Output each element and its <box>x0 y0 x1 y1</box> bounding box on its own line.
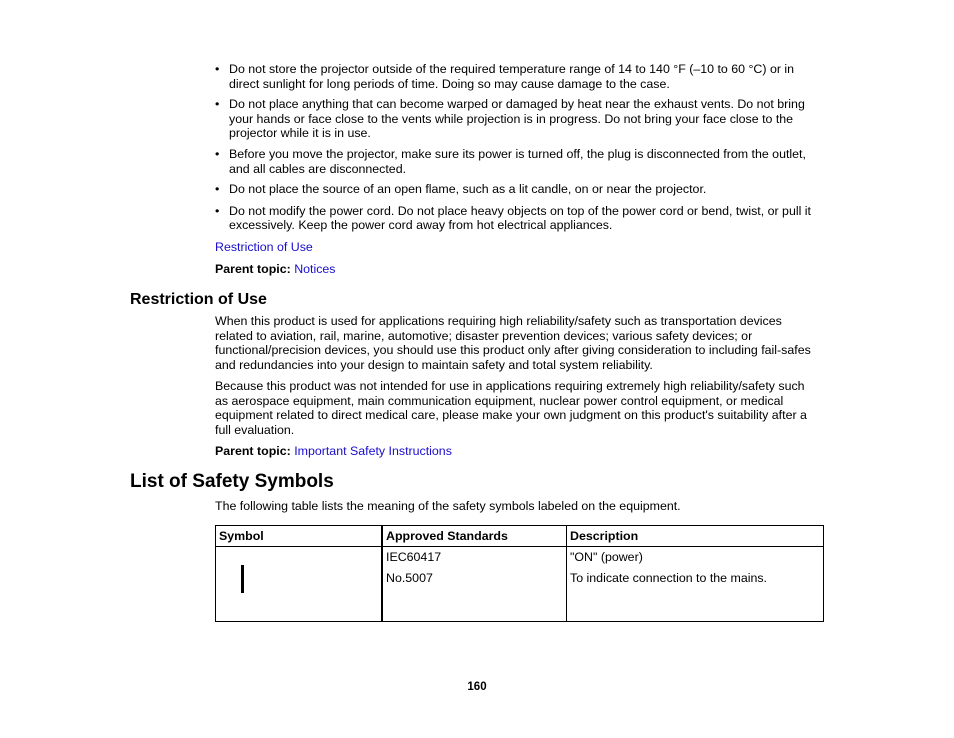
list-item: • Do not modify the power cord. Do not place heavy objects on top of the power cord or bend, twist, or pull it excessively. Keep the power cord away from hot electrical appliances. <box>215 203 811 233</box>
list-item: • Before you move the projector, make sure its power is turned off, the plug is disconnected from the outlet, and all cables are disconnected. <box>215 146 806 176</box>
page-number: 160 <box>467 681 487 693</box>
restriction-paragraph-1: When this product is used for applications requiring high reliability/safety such as transportation devices related to aviation, rail, marine, automotive; disaster prevention devices; various safety devices; or functional/precision devices, you should use this product only after giving consideration to including fail-safes and redundancies into your design to maintain safety and total system reliability. <box>215 314 811 372</box>
parent-topic-safety <box>215 444 452 459</box>
column-header-approved-standards: Approved Standards <box>382 526 567 547</box>
column-header-description: Description <box>567 526 824 547</box>
description-text: To indicate connection to the mains. <box>570 570 767 585</box>
standard-number: No.5007 <box>386 570 433 585</box>
standards-cell <box>382 547 567 622</box>
column-header-symbol: Symbol <box>216 526 383 547</box>
important-safety-instructions-link[interactable]: Important Safety Instructions <box>294 444 452 458</box>
standard-code: IEC60417 <box>386 550 442 564</box>
description-cell <box>567 547 824 622</box>
safety-bullet-list <box>215 62 825 233</box>
list-item: • Do not place anything that can become warped or damaged by heat near the exhaust vents. Do not bring your hands or face close to the vents while projection is in progress. Do not bring your face close to the projector while it is in use. <box>215 97 805 141</box>
safety-symbols-intro: The following table lists the meaning of the safety symbols labeled on the equipment. <box>215 499 681 513</box>
restriction-paragraph-2: Because this product was not intended for use in applications requiring extremely high reliability/safety such as aerospace equipment, main communication equipment, nuclear power control equipment, or medical equipment related to direct medical care, please make your own judgment on this product's suitability after a full evaluation. <box>215 379 807 437</box>
parent-topic-label: Parent topic: <box>215 262 291 276</box>
list-item: • Do not place the source of an open flame, such as a lit candle, on or near the projector. <box>215 182 707 197</box>
restriction-of-use-heading: Restriction of Use <box>130 291 267 308</box>
notices-link[interactable]: Notices <box>294 262 336 276</box>
table-header-row <box>216 526 824 547</box>
symbol-cell <box>216 547 383 622</box>
safety-symbols-heading: List of Safety Symbols <box>130 471 334 492</box>
description-title: "ON" (power) <box>570 550 643 564</box>
list-item: • Do not store the projector outside of the required temperature range of 14 to 140 °F (–10 to 60 °C) or in direct sunlight for long periods of time. Doing so may cause damage to the case. <box>215 62 795 91</box>
restriction-of-use-link[interactable]: Restriction of Use <box>215 240 313 254</box>
table-row <box>216 547 824 622</box>
parent-topic-label: Parent topic: <box>215 444 291 458</box>
power-on-bar-icon <box>241 565 244 593</box>
parent-topic-notices <box>215 262 336 277</box>
safety-symbols-table <box>215 525 824 622</box>
